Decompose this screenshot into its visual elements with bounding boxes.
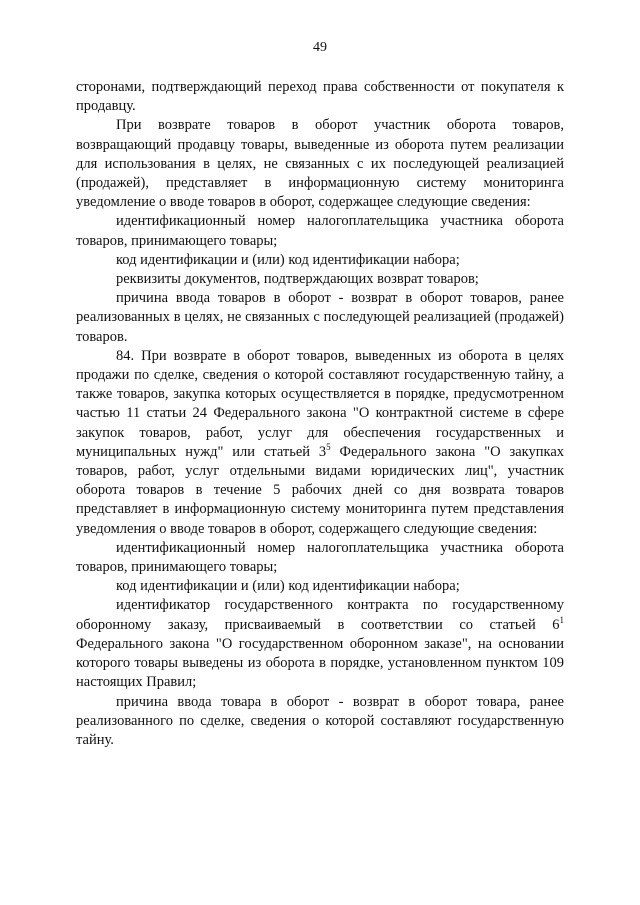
list-item-taxpayer-id-2: идентификационный номер налогоплательщика участника оборота товаров, принимающего товары; <box>76 539 564 576</box>
page-number: 49 <box>313 40 327 55</box>
superscript-1: 1 <box>559 614 564 625</box>
list-item-reason: причина ввода товаров в оборот - возврат в оборот товаров, ранее реализованных в целях, не связанных с последующей реализацией (продажей) товаров. <box>76 290 564 345</box>
superscript-5: 5 <box>326 442 331 453</box>
paragraph-continuation: сторонами, подтверждающий переход права собственности от покупателя к продавцу. <box>76 79 564 115</box>
list-item-return-documents: реквизиты документов, подтверждающих возврат товаров; <box>116 271 479 288</box>
paragraph-84-text-continued: Федерального закона "О закупках товаров, работ, услуг отдельными видами юридических лиц", участник оборота товаров в течение 5 рабочих дней со дня возврата товаров представляет в информационную систему мониторинга путем представления уведомления о вводе товаров в оборот, содержащего следующие сведения: <box>76 443 565 537</box>
list-item-identification-code-2: код идентификации и (или) код идентификации набора; <box>116 578 460 595</box>
list-item-reason-2: причина ввода товара в оборот - возврат в оборот товара, ранее реализованного по сделке, сведения о которой составляют государственную тайну. <box>76 693 564 748</box>
list-item-identification-code: код идентификации и (или) код идентификации набора; <box>116 251 460 268</box>
paragraph-84-text: 84. При возврате в оборот товаров, выведенных из оборота в целях продажи по сделке, сведения о которой составляют государственную тайну, а также товаров, закупка которых осуществляется в порядке, предусмотренном частью 11 статьи 24 Федерального закона "О контрактной системе в сфере закупок товаров, работ, услуг для обеспечения государственных и муниципальных нужд" или статьей 3 <box>76 347 564 460</box>
contract-identifier-text: идентификатор государственного контракта по государственному оборонному заказу, присваиваемый в соответствии со статьей 6 <box>76 597 564 633</box>
list-item-taxpayer-id: идентификационный номер налогоплательщика участника оборота товаров, принимающего товары; <box>76 213 564 249</box>
paragraph-84 <box>76 347 564 539</box>
list-item-contract-identifier <box>76 596 564 692</box>
contract-identifier-text-continued: Федерального закона "О государственном оборонном заказе", на основании которого товары выведены из оборота в порядке, установленном пунктом 109 настоящих Правил; <box>76 635 564 691</box>
paragraph-return-notice: При возврате товаров в оборот участник оборота товаров, возвращающий продавцу товары, выведенные из оборота путем реализации для использования в целях, не связанных с их последующей реализацией (продажей), представляет в информационную систему мониторинга уведомление о вводе товаров в оборот, содержащее следующие сведения: <box>76 117 564 211</box>
document-body <box>76 78 564 750</box>
